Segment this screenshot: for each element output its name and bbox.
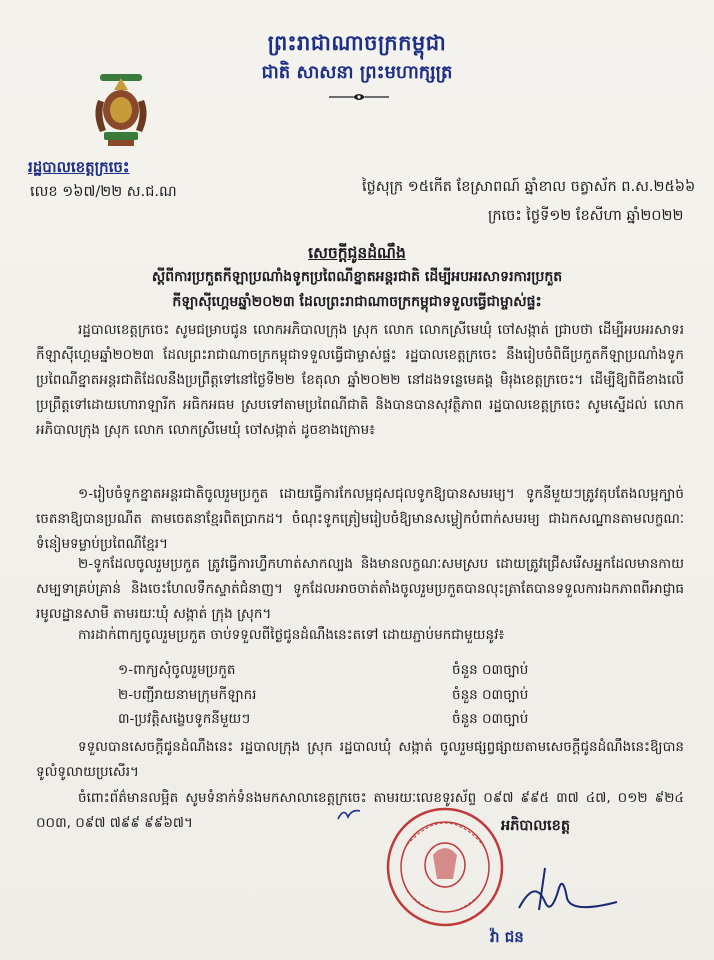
list-item-count: ចំនួន ០៣ច្បាប់ <box>452 687 529 703</box>
paragraph-item-2: ២-ទូកដែលចូលរួមប្រកួត ត្រូវធ្វើការហ្វឹកហាត់សាកល្បង និងមានលក្ខណៈសមស្រប ដោយត្រូវជ្រើសរើសអ្នកដែលមានកាយសម្បទាគ្រប់គ្រាន់ និងចេះហែលទឹកស្ទាត់ជំនាញ។ ទូកដែលអាចចាត់តាំងចូលរួមប្រកួតបានលុះត្រាតែបានទទួលការឯកភាពពីអាជ្ញាធរមូលដ្ឋានសាមី តាមរយៈឃុំ សង្កាត់ ក្រុង ស្រុក។ <box>36 556 684 622</box>
signatory-name: វ៉ា ជន <box>490 928 524 946</box>
list-item-count: ចំនួន ០៣ច្បាប់ <box>452 711 529 727</box>
signatory-title: អភិបាលខេត្ត <box>501 818 571 834</box>
list-item-label: ២-បញ្ជីរាយនាមក្រុមកីឡាករ <box>118 687 257 703</box>
official-seal-icon <box>385 805 505 930</box>
organization-name: រដ្ឋបាលខេត្តក្រចេះ <box>28 158 130 176</box>
paragraph-item-1: ១-រៀបចំទូកខ្នាតអន្តរជាតិចូលរួមប្រកួត ដោយធ្វើការកែលម្អជុសជុលទូកឱ្យបានសមរម្យ។ ទូកនីមួយៗត្រូវតុបតែងលម្អក្បាច់ចេតនាឱ្យបានប្រណីត តាមចេតនាខ្មែរពិតប្រាកដ។ ចំណុះទូកត្រៀមរៀបចំឱ្យមានសម្លៀកបំពាក់សមរម្យ ជាឯកសណ្ឋានតាមលក្ខណៈទំនៀមទម្លាប់ប្រពៃណីខ្មែរ។ <box>36 486 684 552</box>
handwritten-mark-icon <box>336 805 362 823</box>
paragraph-intro: រដ្ឋបាលខេត្តក្រចេះ សូមជម្រាបជូន លោកអភិបាលក្រុង ស្រុក លោក លោកស្រីមេឃុំ ចៅសង្កាត់ ជ្រាបថា ដើម្បីអបអរសាទរ កីឡាស៊ីហ្គេមឆ្នាំ២០២៣ ដែលព្រះរាជាណាចក្រកម្ពុជាទទួលធ្វើជាម្ចាស់ផ្ទះ រដ្ឋបាលខេត្តក្រចេះ នឹងរៀបចំពិធីប្រកួតកីឡាប្រណាំងទូកប្រពៃណីខ្នាតអន្តរជាតិដែលនឹងប្រព្រឹត្តទៅនៅថ្ងៃទី២២ ខែតុលា ឆ្នាំ២០២២ នៅដងទន្លេមេគង្គ មិរុងខេត្តក្រចេះ។ ដើម្បីឱ្យពិធីខាងលើប្រព្រឹត្តទៅដោយហោរាឡារីក អធិកអធម ស្របទៅតាមប្រពៃណីជាតិ និងបានបានសុវត្ថិភាព រដ្ឋបាលខេត្តក្រចេះ សូមស្នើដល់ លោកអភិបាលក្រុង ស្រុក លោក លោកស្រីមេឃុំ ចៅសង្កាត់ ដូចខាងក្រោម៖ <box>36 322 684 438</box>
kingdom-heading: ព្រះរាជាណាចក្រកម្ពុជា <box>267 31 447 55</box>
list-item-count: ចំនួន ០៣ច្បាប់ <box>452 662 529 678</box>
paragraph-dissemination: ទទួលបានសេចក្តីជូនដំណឹងនេះ រដ្ឋបាលក្រុង ស្រុក រដ្ឋបាលឃុំ សង្កាត់ ចូលរួមផ្សព្វផ្សាយតាមសេចក្តីជូនដំណឹងនេះឱ្យបានទូលំទូលាយប្រសើរ។ <box>36 739 684 780</box>
paragraph-application: ការដាក់ពាក្យចូលរួមប្រកួត ចាប់ទទួលពីថ្ងៃជូនដំណឹងនេះតទៅ ដោយភ្ជាប់មកជាមួយនូវ៖ <box>78 627 505 643</box>
list-item-label: ១-ពាក្យសុំចូលរួមប្រកួត <box>118 662 236 678</box>
notice-title: សេចក្តីជូនដំណឹង <box>308 244 406 262</box>
handwritten-signature-icon <box>505 858 625 928</box>
paragraph-contact: ចំពោះព័ត៌មានលម្អិត សូមទំនាក់ទំនងមកសាលាខេត្តក្រចេះ តាមរយៈលេខទូរស័ព្ទ ០៩៧ ៩៩៥ ៣៧ ៤៧, ០១២ ៩២៤ ០០៣, ០៩៧ ៧៩៩ ៩៩៦៧។ <box>36 790 684 831</box>
list-item-label: ៣-ប្រវត្តិសង្ខេបទូកនីមួយៗ <box>118 711 251 727</box>
ornament-divider-icon <box>327 92 391 102</box>
reference-number: លេខ ១៦៧/២២ ស.ជ.ណ <box>30 184 177 200</box>
lunar-date: ថ្ងៃសុក្រ ១៥កើត ខែស្រាពណ៍ ឆ្នាំខាល ចត្វាស័ក ព.ស.២៥៦៦ <box>362 179 696 195</box>
notice-subject-line-2: កីឡាស៊ីហ្គេមឆ្នាំ២០២៣ ដែលព្រះរាជាណាចក្រកម្ពុជាទទួលធ្វើជាម្ចាស់ផ្ទះ <box>172 294 542 310</box>
notice-subject-line-1: ស្តីពីការប្រកួតកីឡាប្រណាំងទូកប្រពៃណីខ្នាតអន្តរជាតិ ដើម្បីអបអរសាទរការប្រកួត <box>151 269 563 285</box>
national-motto: ជាតិ សាសនា ព្រះមហាក្សត្រ <box>261 62 453 83</box>
solar-date: ក្រចេះ ថ្ងៃទី១២ ខែសីហា ឆ្នាំ២០២២ <box>488 208 684 224</box>
